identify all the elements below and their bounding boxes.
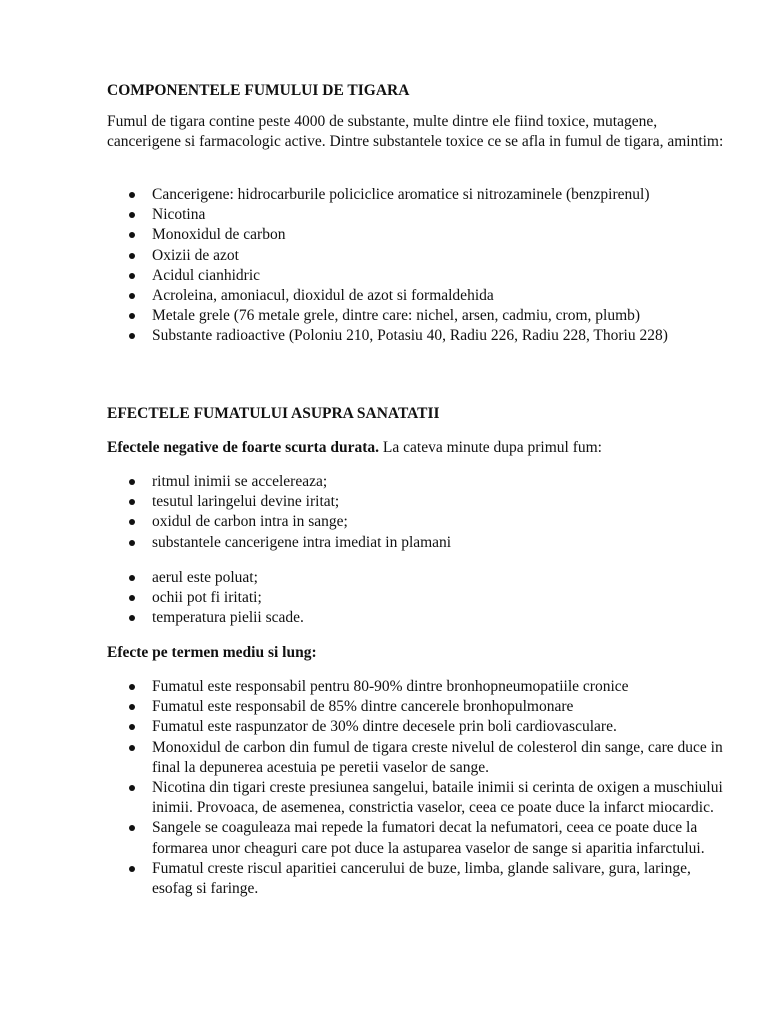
components-list <box>107 185 727 347</box>
bullet-icon <box>129 192 135 198</box>
short-term-bold: Efectele negative de foarte scurta durata. <box>107 439 380 456</box>
bullet-icon <box>129 232 135 238</box>
list-item-text: Nicotina <box>152 206 206 224</box>
list-item-text: oxidul de carbon intra in sange; <box>152 513 348 531</box>
list-item-text: Sangele se coaguleaza mai repede la fumatori decat la nefumatori, ceea ce poate duce la formarea unor cheaguri care pot duce la astuparea vaselor de sange si aparitia infarctului. <box>152 819 705 857</box>
bullet-icon <box>129 293 135 299</box>
bullet-icon <box>129 825 135 831</box>
short-term-list-b <box>107 568 727 629</box>
long-term-heading-block <box>107 643 727 663</box>
bullet-icon <box>129 615 135 621</box>
list-item <box>107 738 727 778</box>
components-intro: Fumul de tigara contine peste 4000 de substante, multe dintre ele fiind toxice, mutagene, cancerigene si farmacologic active. Dintre substantele toxice ce se afla in fumul de tigara, amintim: <box>107 113 724 151</box>
list-item <box>107 326 692 346</box>
list-item-text: Fumatul este raspunzator de 30% dintre decesele prin boli cardiovasculare. <box>152 718 617 736</box>
bullet-icon <box>129 273 135 279</box>
list-item-text: Acroleina, amoniacul, dioxidul de azot si formaldehida <box>152 287 494 305</box>
section-title-components: COMPONENTELE FUMULUI DE TIGARA <box>107 82 410 99</box>
bullet-icon <box>129 212 135 218</box>
bullet-icon <box>129 479 135 485</box>
list-item-text: substantele cancerigene intra imediat in plamani <box>152 533 452 551</box>
short-term-rest: La cateva minute dupa primul fum: <box>379 439 602 456</box>
section-components <box>107 81 727 101</box>
list-item <box>107 306 727 326</box>
list-item <box>107 225 727 245</box>
bullet-icon <box>129 745 135 751</box>
list-item <box>107 512 727 532</box>
section-effects <box>107 404 727 424</box>
list-item <box>107 608 727 628</box>
components-list-block <box>107 185 727 347</box>
list-item-text: Acidul cianhidric <box>152 266 261 284</box>
list-item <box>107 677 727 697</box>
list-item-text: aerul este poluat; <box>152 569 258 586</box>
list-item <box>107 588 727 608</box>
short-term-heading-block <box>107 438 727 458</box>
bullet-icon <box>129 785 135 791</box>
list-item-text: Oxizii de azot <box>152 246 239 264</box>
bullet-icon <box>129 575 135 581</box>
bullet-icon <box>129 540 135 546</box>
bullet-icon <box>129 313 135 319</box>
list-item <box>107 266 727 286</box>
bullet-icon <box>129 519 135 525</box>
short-term-list-a <box>107 472 727 553</box>
list-item <box>107 246 727 266</box>
list-item-text: ritmul inimii se accelereaza; <box>152 473 328 490</box>
short-term-list-a-block <box>107 472 727 553</box>
list-item <box>107 472 727 492</box>
list-item <box>107 568 727 588</box>
components-intro-block <box>107 112 727 152</box>
list-item <box>107 533 727 553</box>
list-item <box>107 778 727 818</box>
list-item-text: tesutul laringelui devine iritat; <box>152 493 340 511</box>
bullet-icon <box>129 333 135 339</box>
short-term-list-b-block <box>107 568 727 629</box>
list-item <box>107 286 727 306</box>
list-item-text: Monoxidul de carbon <box>152 226 286 244</box>
list-item-text: Fumatul este responsabil pentru 80-90% dintre bronhopneumopatiile cronice <box>152 678 629 695</box>
long-term-heading: Efecte pe termen mediu si lung: <box>107 644 317 661</box>
list-item <box>107 205 727 225</box>
list-item-text: Cancerigene: hidrocarburile policiclice aromatice si nitrozaminele (benzpirenul) <box>152 186 650 203</box>
long-term-list <box>107 677 727 899</box>
bullet-icon <box>129 866 135 872</box>
list-item-text: Fumatul este responsabil de 85% dintre cancerele bronhopulmonare <box>152 698 574 716</box>
list-item <box>107 697 727 717</box>
bullet-icon <box>129 499 135 505</box>
list-item-text: Fumatul creste riscul aparitiei cancerului de buze, limba, glande salivare, gura, laringe, esofag si faringe. <box>152 859 691 898</box>
list-item <box>107 859 727 899</box>
list-item-text: Substante radioactive (Poloniu 210, Potasiu 40, Radiu 226, Radiu 228, Thoriu 228) <box>152 327 668 345</box>
section-title-effects: EFECTELE FUMATULUI ASUPRA SANATATII <box>107 405 440 422</box>
bullet-icon <box>129 684 135 690</box>
list-item <box>107 185 727 205</box>
short-term-heading <box>107 438 727 458</box>
list-item-text: Nicotina din tigari creste presiunea sangelui, bataile inimii si cerinta de oxigen a muschiului inimii. Provoaca, de asemenea, constrictia vaselor, ceea ce poate duce la infarct miocardic. <box>152 779 723 817</box>
list-item <box>107 717 727 737</box>
list-item-text: ochii pot fi iritati; <box>152 589 262 607</box>
long-term-list-block <box>107 677 727 899</box>
list-item <box>107 492 727 512</box>
bullet-icon <box>129 253 135 259</box>
list-item-text: Metale grele (76 metale grele, dintre care: nichel, arsen, cadmiu, crom, plumb) <box>152 307 641 325</box>
list-item-text: temperatura pielii scade. <box>152 609 304 627</box>
bullet-icon <box>129 704 135 710</box>
list-item-text: Monoxidul de carbon din fumul de tigara creste nivelul de colesterol din sange, care duce in final la depunerea acestuia pe peretii vaselor de sange. <box>152 738 723 776</box>
bullet-icon <box>129 724 135 730</box>
list-item <box>107 818 727 858</box>
bullet-icon <box>129 595 135 601</box>
